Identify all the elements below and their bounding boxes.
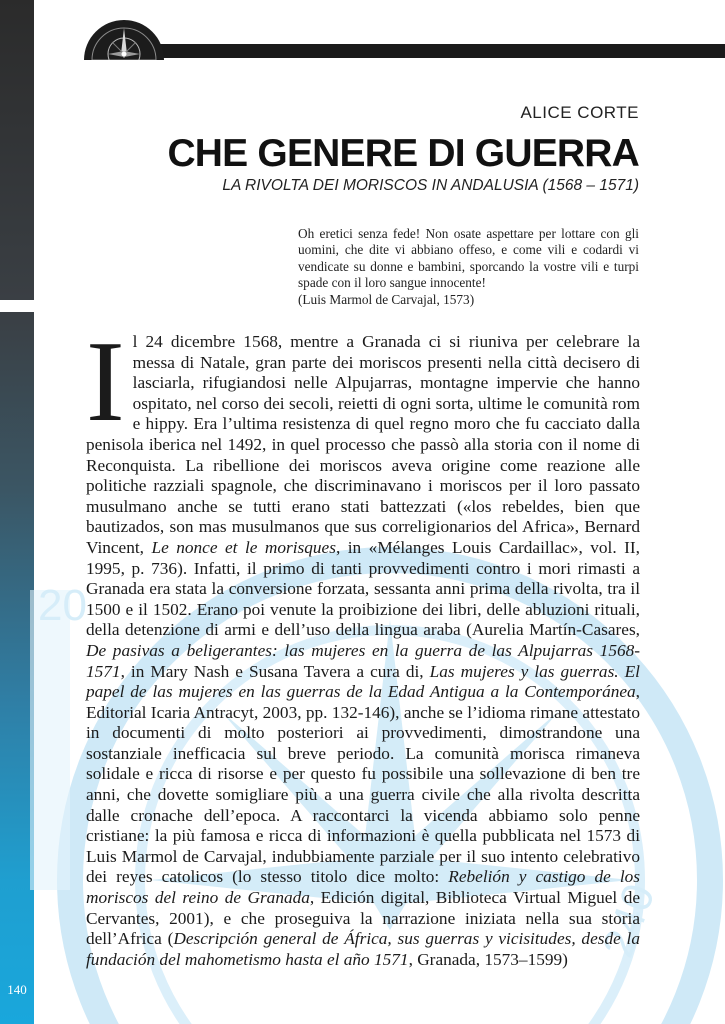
sidebar-strip-top — [0, 0, 34, 300]
body-text-segment: , Granada, 1573–1599) — [408, 949, 568, 969]
author-name: ALICE CORTE — [520, 103, 639, 122]
book-title-italic: Descripción general de África, sus guerras y vicisitudes, desde la fundación del mahometismo hasta el año 1571 — [86, 929, 640, 969]
book-title-italic: Rebelión y castigo de los moriscos del reino de Granada — [86, 867, 640, 908]
compass-badge-icon — [82, 14, 166, 60]
body-text-segment: , Editorial Icaria Antracyt, 2003, pp. 132-146), anche se l’idioma rimane attestato in documenti di molto posteriori ai provvedimenti, dimostrandone una sostanziale inefficacia sul breve periodo. La comunità morisca rimaneva solidale e ricca di risorse e per questo fu possibile una sollevazione di ben tre anni, che dovette somigliare più a una guerra civile che alla rivolta descritta dalle cronache dell’epoca. A raccontarci la vicenda abbiamo solo penne cristiane: la più famosa e ricca di informazioni è quella pubblicata nel 1573 di Luis Marmol de Carvajal, indubbiamente parziale per il suo intento celebrativo dei reyes catolicos (lo stesso titolo dice molto: — [86, 682, 640, 887]
article-subtitle: LA RIVOLTA DEI MORISCOS IN ANDALUSIA (1568 – 1571) — [222, 177, 639, 194]
epigraph-source: (Luis Marmol de Carvajal, 1573) — [298, 291, 475, 307]
epigraph — [298, 226, 639, 308]
book-title-italic: De pasivas a beligerantes: las mujeres en la guerra de las Alpujarras 1568-1571 — [86, 640, 640, 681]
article-title: CHE GENERE DI GUERRA — [167, 132, 639, 175]
article-body — [86, 318, 641, 970]
watermark-label-left: 20 — [38, 581, 87, 630]
watermark-label-right: 240 — [593, 877, 665, 964]
body-text-segment: l 24 dicembre 1568, mentre a Granada ci si riuniva per celebrare la messa di Natale, gran parte dei moriscos presenti nella città decisero di lasciarla, rifugiandosi nelle Alpujarras, montagne impervie che hanno ospitato, nel corso dei secoli, reietti di ogni sorta, ultime le comunità rom e hippy. Era l’ultima resistenza di quel regno moro che fu cacciato dalla penisola iberica nel 1492, in quel processo che passò alla storia con il nome di Reconquista. La ribellione dei moriscos aveva origine come reazione alle politiche razziali spagnole, che discriminavano i moriscos per il loro passato musulmano anche se tutti erano stati battezzati («los rebeldes, bien que bautizados, son mas musulmanos que sus correligionarios del Africa», Bernard Vincent, — [86, 332, 640, 557]
header-bar — [150, 44, 725, 58]
epigraph-text: Oh eretici senza fede! Non osate aspettare per lottare con gli uomini, che dite vi abbiano offeso, e come vili e codardi vi vendicate su donne e bambini, sporcando la vostre vili e turpi spade con il loro sangue innocente! — [298, 226, 639, 291]
book-title-italic: Le nonce et le morisques — [151, 537, 336, 557]
body-text-segment: , Edición digital, Biblioteca Virtual Miguel de Cervantes, 2001), e che proseguiva la narrazione iniziata nella sua storia dell’Africa ( — [86, 888, 641, 949]
body-text-segment: , in «Mélanges Louis Cardaillac», vol. II, 1995, p. 736). Infatti, il primo di tanti provvedimenti contro i mori rimasti a Granada era stata la conversione forzata, sessanta anni prima della rivolta, tra il 1500 e il 1502. Erano poi venute la proibizione dei libri, delle abluzioni rituali, della detenzione di armi e dell’uso della lingua araba (Aurelia Martín-Casares, — [86, 537, 640, 640]
page-number: 140 — [7, 982, 27, 997]
sidebar-strip-bottom — [0, 312, 34, 1024]
body-text-segment: , in Mary Nash e Susana Tavera a cura di, — [120, 661, 424, 681]
book-title-italic: Las mujeres y las guerras. El papel de las mujeres en las guerras de la Edad Antigua a la Contemporánea — [86, 661, 640, 702]
drop-cap: I — [86, 318, 125, 446]
article-paragraph — [86, 318, 641, 970]
